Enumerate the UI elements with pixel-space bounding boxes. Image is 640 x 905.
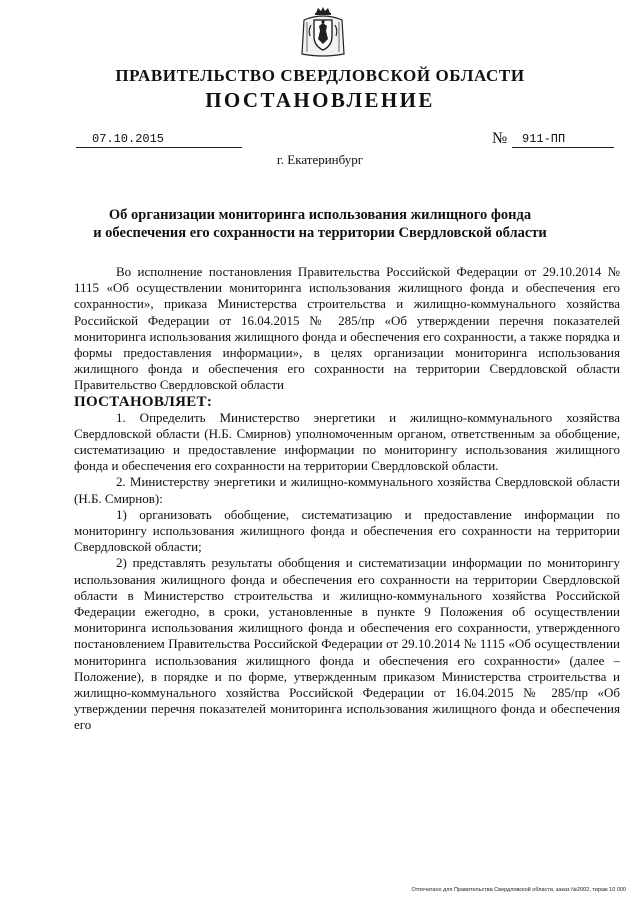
city: г. Екатеринбург <box>276 152 364 167</box>
intro-paragraph: Во исполнение постановления Правительства Российской Федерации от 29.10.2014 № 1115 «Об осуществлении мониторинга использования жилищного фонда и обеспечения его сохранности», приказа Министерства строительства и жилищно-коммунального хозяйства Российской Федерации от 16.04.2015 № 285/пр «Об утверждении перечня показателей мониторинга использования жилищного фонда и обеспечения его сохранности, а также порядка и формы предоставления информации», в целях организации мониторинга использования жилищного фонда и обеспечения его сохранности на территории Свердловской области Правительство Свердловской области <box>74 264 620 393</box>
item-2-2-paragraph: 2) представлять результаты обобщения и систематизации информации по мониторингу использования жилищного фонда и обеспечения его сохранности на территории Свердловской области в Министерство строительства и жилищно-коммунального хозяйства Российской Федерации ежегодно, в сроки, установленные в пункте 9 Положения об осуществлении мониторинга использования жилищного фонда и обеспечения его сохранности, утвержденного постановлением Правительства Российской Федерации от 29.10.2014 № 1115 «Об осуществлении мониторинга использования жилищного фонда и обеспечения его сохранности» (далее – Положение), в порядке и по форме, утвержденным приказом Министерства строительства и жилищно-коммунального хозяйства Российской Федерации от 16.04.2015 № 285/пр «Об утверждении перечня показателей мониторинга использования жилищного фонда и обеспечения его <box>74 555 620 733</box>
decree-heading: ПОСТАНОВЛЯЕТ: <box>74 393 213 410</box>
item-1-paragraph: 1. Определить Министерство энергетики и жилищно-коммунального хозяйства Свердловской области (Н.Б. Смирнов) уполномоченным органом, ответственным за обобщение, систематизацию и предоставление информации по мониторингу использования жилищного фонда и обеспечения его сохранности на территории Свердловской области. <box>74 409 620 474</box>
document-body <box>74 264 620 734</box>
document-title <box>60 206 580 242</box>
item-2-1-paragraph: 1) организовать обобщение, систематизацию и предоставление информации по мониторингу использования жилищного фонда и обеспечения его сохранности на территории Свердловской области; <box>74 506 620 555</box>
organization-name: ПРАВИТЕЛЬСТВО СВЕРДЛОВСКОЙ ОБЛАСТИ <box>115 66 525 85</box>
title-line-1: Об организации мониторинга использования жилищного фонда <box>108 207 532 223</box>
number-label: № <box>492 130 508 147</box>
document-date: 07.10.2015 <box>76 132 242 148</box>
document-type: ПОСТАНОВЛЕНИЕ <box>205 88 435 112</box>
document-number: 911-ПП <box>512 132 614 148</box>
coat-of-arms-icon <box>300 6 346 58</box>
print-info-footer: Отпечатано для Правительства Свердловской области, заказ №2002, тираж 10 000 <box>411 887 626 893</box>
item-2-paragraph: 2. Министерству энергетики и жилищно-коммунального хозяйства Свердловской области (Н.Б. Смирнов): <box>74 474 620 506</box>
title-line-2: и обеспечения его сохранности на территории Свердловской области <box>93 225 547 241</box>
